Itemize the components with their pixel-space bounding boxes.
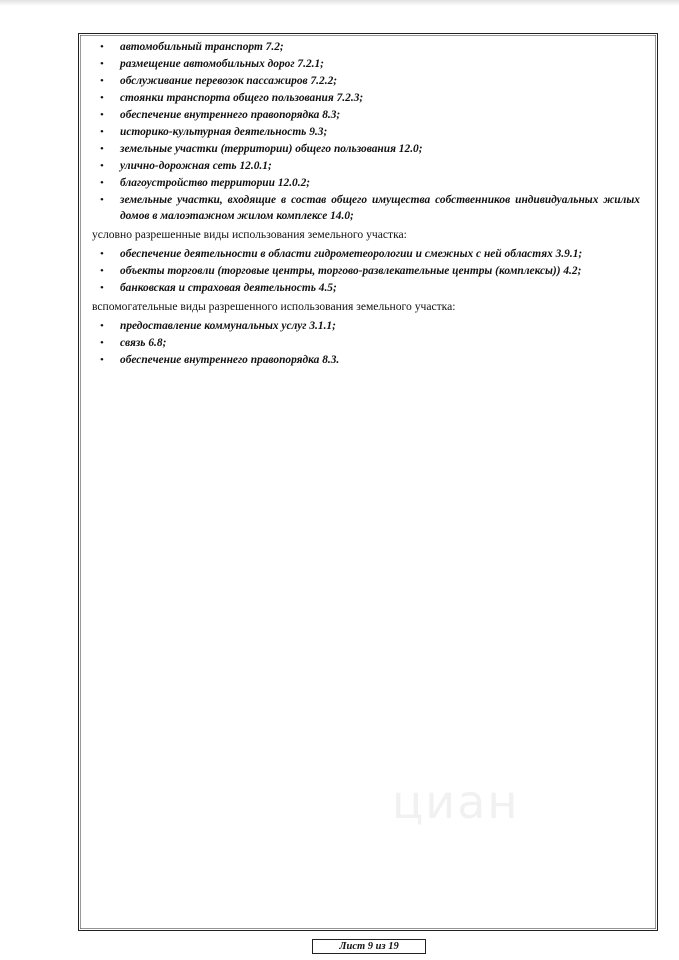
list-item: • стоянки транспорта общего пользования 7.2.3;	[92, 91, 640, 107]
list-item: • банковская и страховая деятельность 4.5;	[92, 281, 640, 297]
bullet-icon: •	[100, 160, 104, 172]
list-item: • земельные участки (территории) общего пользования 12.0;	[92, 142, 640, 158]
bullet-icon: •	[100, 126, 104, 138]
bullet-icon: •	[100, 143, 104, 155]
bullet-icon: •	[100, 109, 104, 121]
page-number-label: Лист 9 из 19	[339, 941, 399, 952]
list-item: • улично-дорожная сеть 12.0.1;	[92, 159, 640, 175]
list-item: • обслуживание перевозок пассажиров 7.2.2;	[92, 74, 640, 90]
list-item: • историко-культурная деятельность 9.3;	[92, 125, 640, 141]
list-item: • связь 6.8;	[92, 336, 640, 352]
list-item: • объекты торговли (торговые центры, торгово-развлекательные центры (комплексы)) 4.2;	[92, 264, 640, 280]
bullet-icon: •	[100, 336, 104, 349]
bullet-icon: •	[100, 75, 104, 87]
document-body	[92, 40, 640, 370]
bullet-icon: •	[100, 247, 104, 260]
bullet-icon: •	[100, 353, 104, 366]
bullet-icon: •	[100, 92, 104, 104]
list-item: • обеспечение деятельности в области гидрометеорологии и смежных с ней областях 3.9.1;	[92, 247, 640, 263]
bullet-icon: •	[100, 177, 104, 189]
conditional-uses-list	[92, 247, 640, 297]
bullet-icon: •	[100, 41, 104, 53]
page-number-box	[312, 939, 426, 954]
bullet-icon: •	[100, 319, 104, 332]
auxiliary-uses-list	[92, 319, 640, 369]
bullet-icon: •	[100, 281, 104, 294]
list-item: • земельные участки, входящие в состав общего имущества собственников индивидуальных жилых домов в малоэтажном жилом комплексе 14.0;	[100, 194, 640, 222]
main-uses-list	[92, 40, 640, 224]
scan-edge-shadow	[0, 0, 679, 6]
bullet-icon: •	[100, 264, 104, 277]
auxiliary-uses-heading: вспомогательные виды разрешенного использования земельного участка:	[92, 300, 456, 313]
list-item: • автомобильный транспорт 7.2;	[92, 40, 640, 56]
list-item: • благоустройство территории 12.0.2;	[92, 176, 640, 192]
conditional-uses-heading: условно разрешенные виды использования земельного участка:	[92, 228, 407, 241]
cian-watermark: циан	[392, 775, 520, 829]
list-item: • обеспечение внутреннего правопорядка 8.3;	[92, 108, 640, 124]
list-item: • предоставление коммунальных услуг 3.1.1;	[92, 319, 640, 335]
bullet-icon: •	[100, 58, 104, 70]
list-item: • размещение автомобильных дорог 7.2.1;	[92, 57, 640, 73]
list-item: • обеспечение внутреннего правопорядка 8.3.	[92, 353, 640, 369]
bullet-icon: •	[100, 194, 104, 206]
